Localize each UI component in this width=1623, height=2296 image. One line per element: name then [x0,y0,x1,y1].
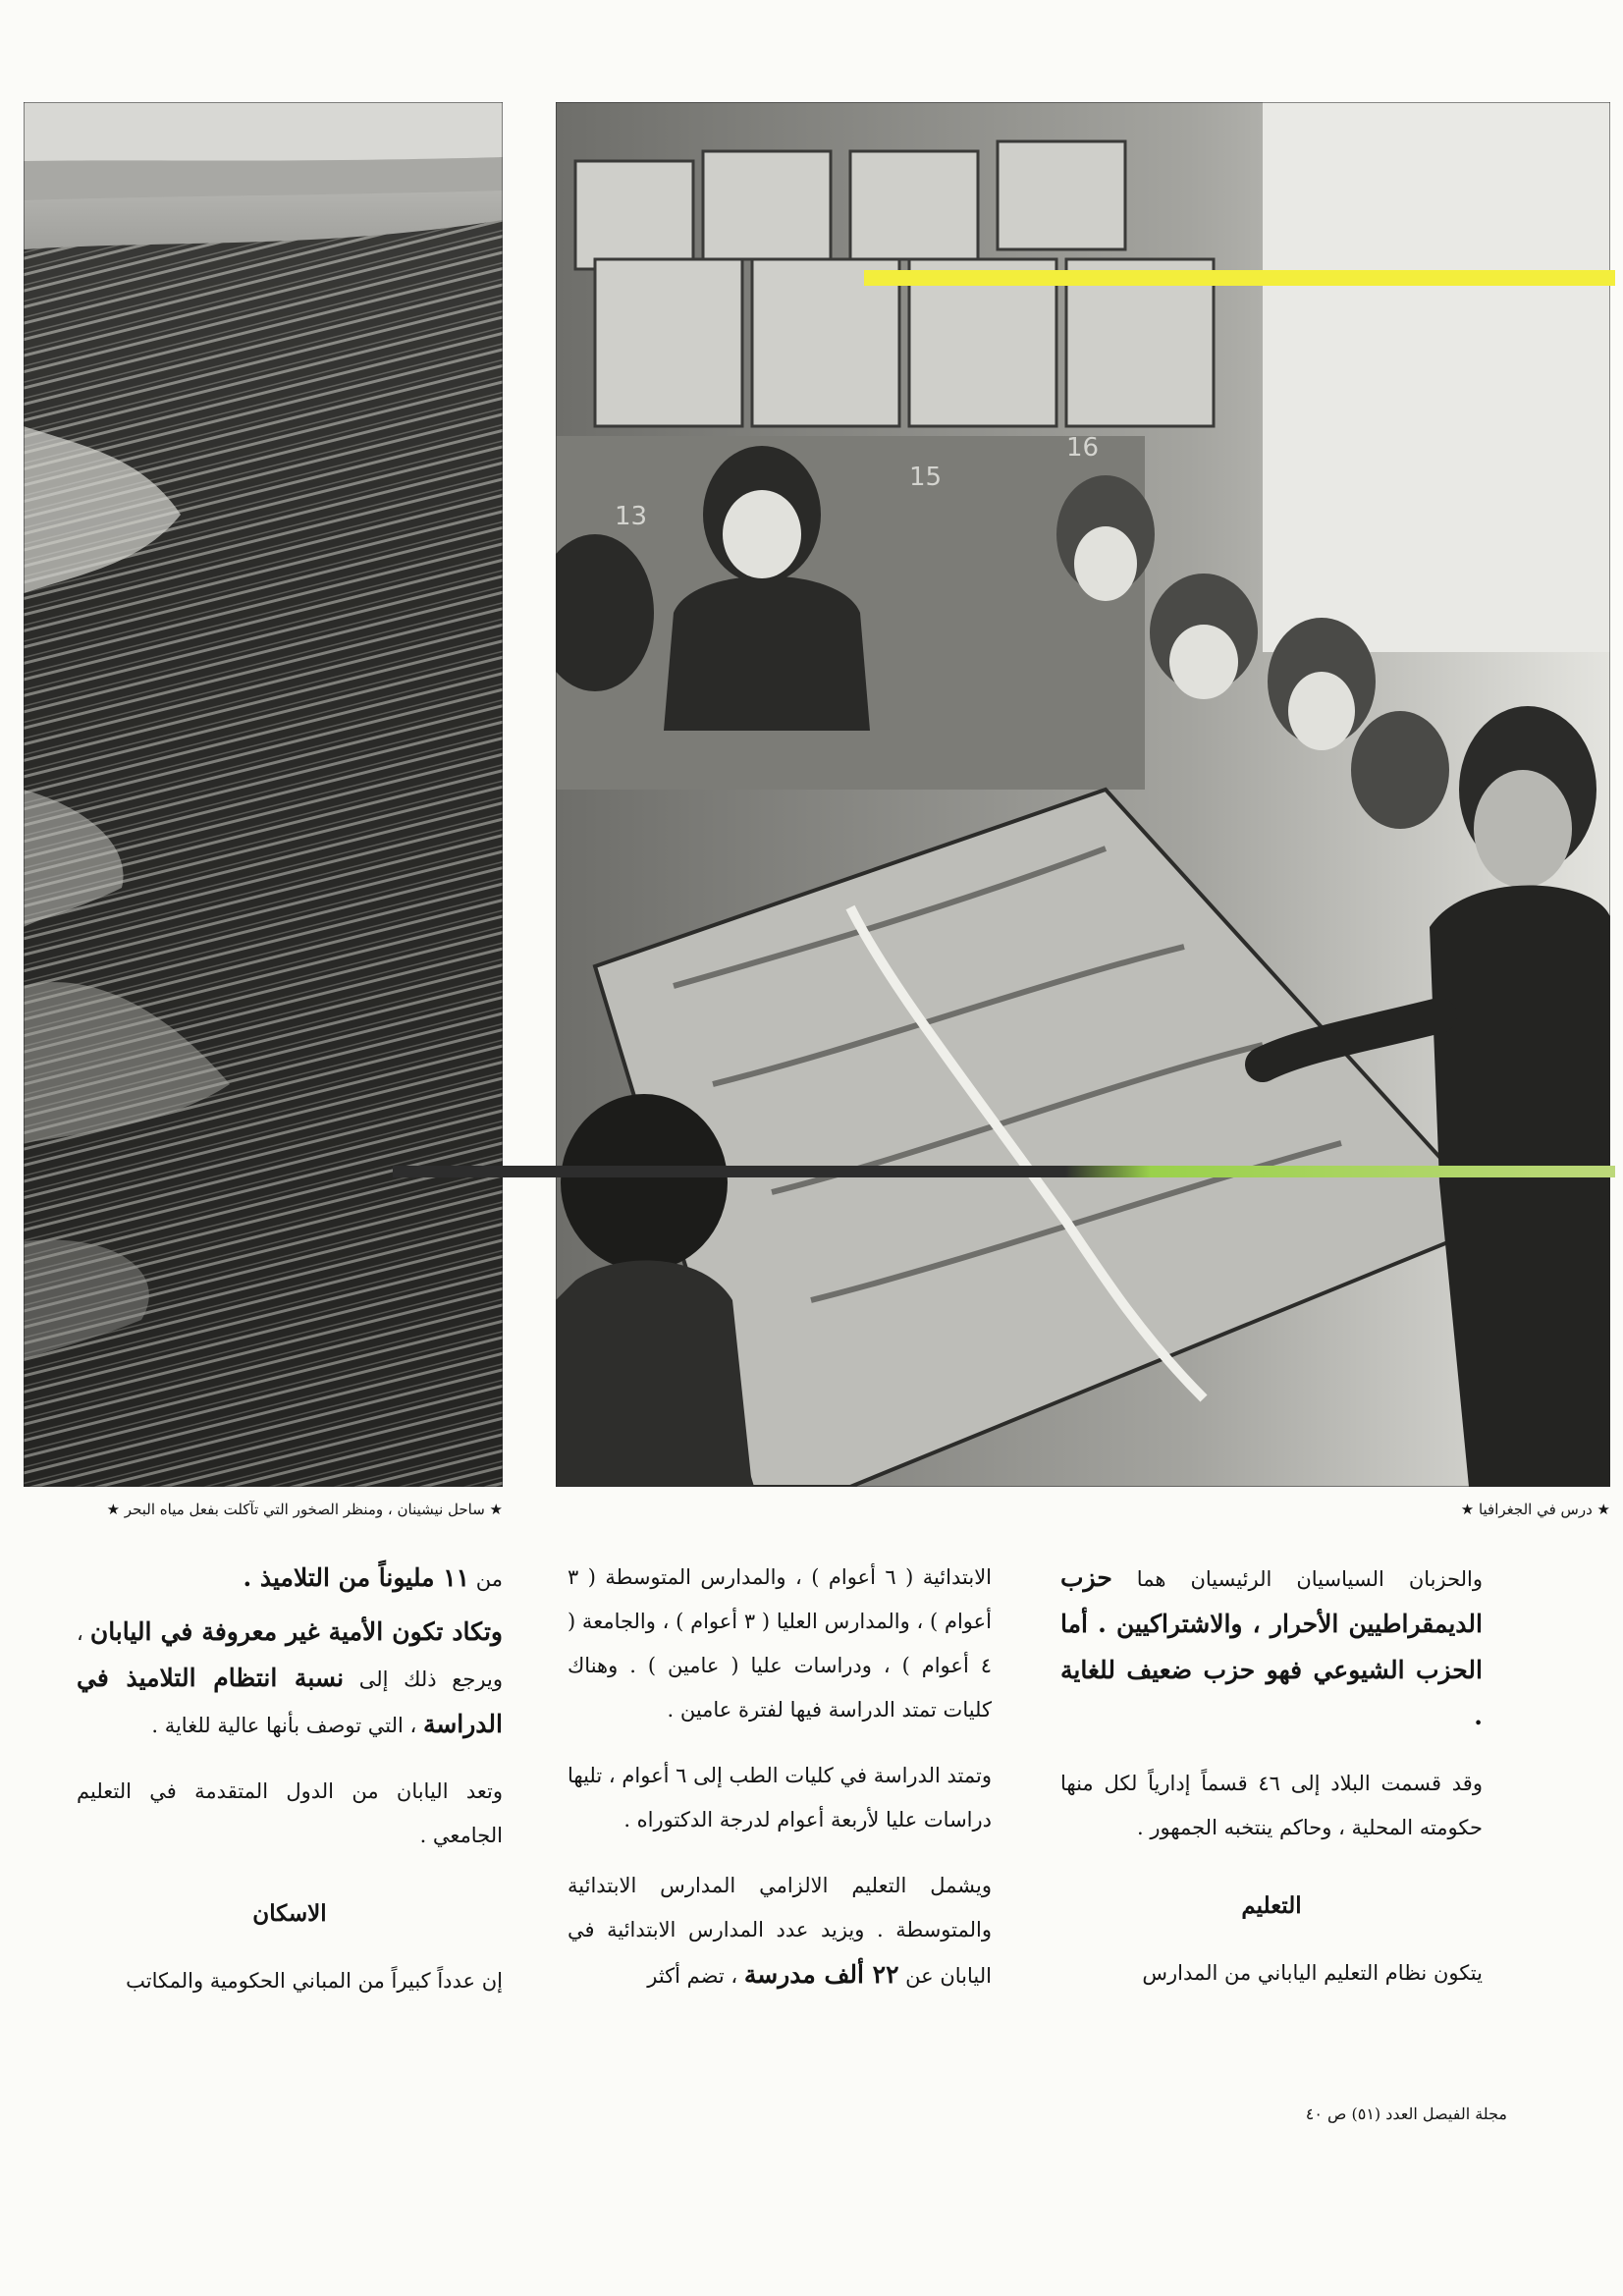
text-column-middle [568,1556,992,2020]
coast-photo [24,102,503,1487]
scan-artifact-yellow [864,270,1615,286]
paragraph-administrative-divisions: وقد قسمت البلاد إلى ٤٦ قسماً إدارياً لكل منها حكومته المحلية ، وحاكم ينتخبه الجمهور . [1060,1772,1483,1839]
heading-housing: الاسكان [252,1900,327,1927]
paragraph-political-parties: والحزبان السياسيان الرئيسيان هما حزب الديمقراطيين الأحرار ، والاشتراكيين . أما الحزب الشيوعي فهو حزب ضعيف للغاية . [1060,1563,1483,1730]
paragraph-school-stages: الابتدائية ( ٦ أعوام ) ، والمدارس المتوسطة ( ٣ أعوام ) ، والمدارس العليا ( ٣ أعوام ) ، والجامعة ( ٤ أعوام ) ، ودراسات عليا ( عامين ) . وهناك كليات تمتد الدراسة فيها لفترة عامين . [568,1565,992,1722]
heading-education: التعليم [1241,1892,1302,1919]
coast-photo-caption: ★ ساحل نيشينان ، ومنظر الصخور التي تآكلت بفعل مياه البحر ★ [106,1501,503,1518]
text-column-left [77,1556,503,2025]
paragraph-compulsory-education: ويشمل التعليم الالزامي المدارس الابتدائية والمتوسطة . ويزيد عدد المدارس الابتدائية في اليابان عن ٢٢ ألف مدرسة ، تضم أكثر [568,1874,992,1989]
scan-artifact-gray [393,1166,1615,1177]
schools-count-emphasis: ٢٢ ألف مدرسة [743,1960,899,1989]
cabinet-number-13: 13 [615,502,648,531]
paragraph-university-education: وتعد اليابان من الدول المتقدمة في التعليم الجامعي . [77,1779,503,1847]
attendance-emphasis: نسبة انتظام التلاميذ في الدراسة [77,1664,503,1738]
text-column-right [1060,1556,1483,2017]
pupils-count-emphasis: ١١ مليوناً من التلاميذ . [243,1563,470,1592]
classroom-photo [556,102,1610,1487]
paragraph-literacy: وتكاد تكون الأمية غير معروفة في اليابان ، ويرجع ذلك إلى نسبة انتظام التلاميذ في الدراسة ، التي توصف بأنها عالية للغاية . [77,1617,503,1738]
paragraph-pupils-count: من ١١ مليوناً من التلاميذ . [243,1563,503,1592]
paragraph-medical-studies: وتمتد الدراسة في كليات الطب إلى ٦ أعوام ، تليها دراسات عليا لأربعة أعوام لدرجة الدكتوراه . [568,1764,992,1831]
paragraph-education-system-start: يتكون نظام التعليم الياباني من المدارس [1142,1961,1483,1985]
parties-emphasis: حزب الديمقراطيين الأحرار ، والاشتراكيين . أما الحزب الشيوعي فهو حزب ضعيف للغاية . [1060,1563,1483,1730]
literacy-emphasis: وتكاد تكون الأمية غير معروفة في اليابان [89,1617,503,1646]
cabinet-number-15: 15 [909,463,943,492]
paragraph-housing-start: إن عدداً كبيراً من المباني الحكومية والمكاتب [126,1969,503,1993]
page-footer: مجلة الفيصل العدد (٥١) ص ٤٠ [1305,2105,1507,2123]
classroom-photo-caption: ★ درس في الجغرافيا ★ [1460,1501,1610,1518]
cabinet-number-16: 16 [1066,433,1100,463]
